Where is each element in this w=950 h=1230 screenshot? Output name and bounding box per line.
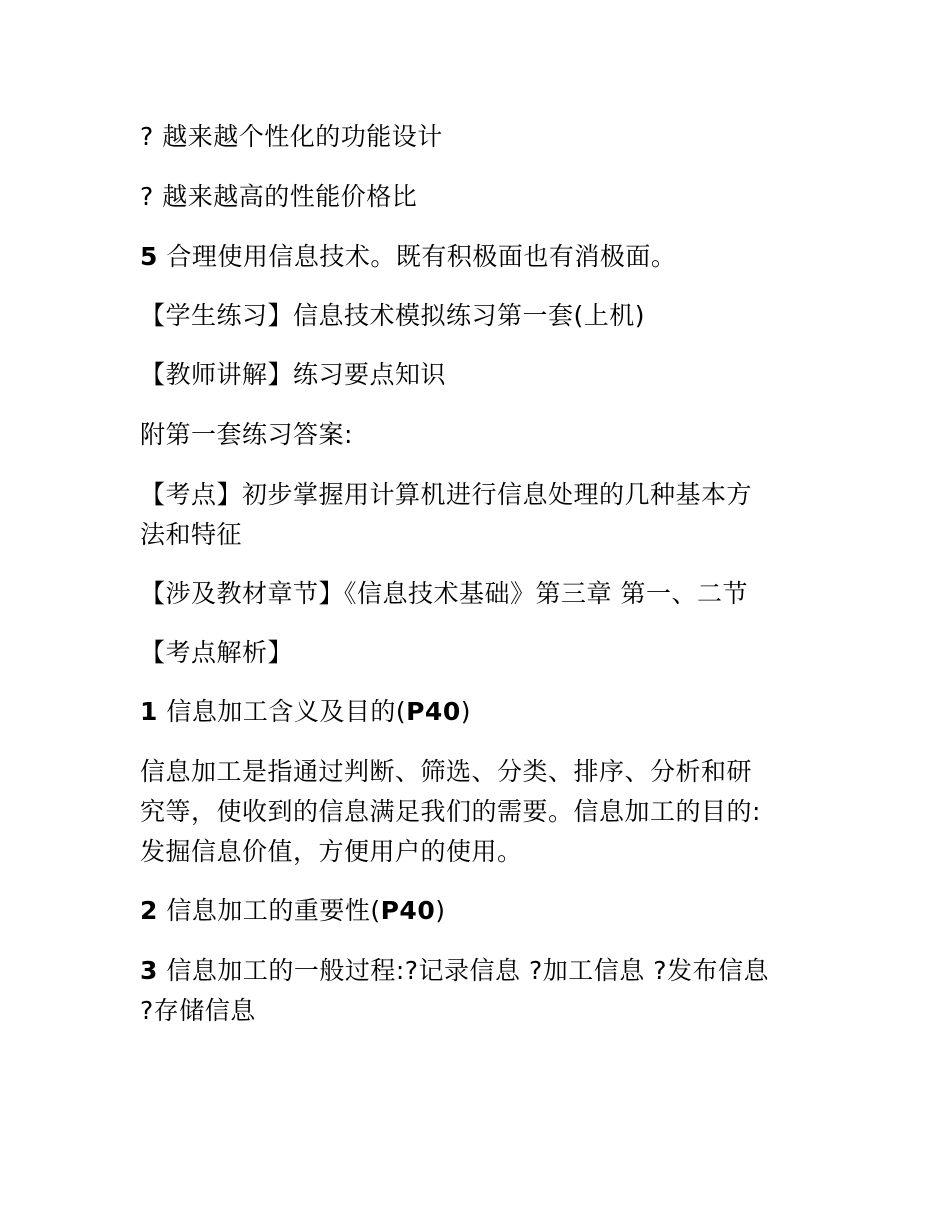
text-line: 信息加工是指通过判断、筛选、分类、排序、分析和研	[140, 757, 753, 786]
page-ref: P40	[406, 697, 461, 726]
item-number: 5	[140, 242, 158, 271]
numbered-line: 5 合理使用信息技术。既有积极面也有消极面。	[140, 242, 677, 271]
text-line: ?存储信息	[140, 996, 256, 1025]
text-line: ? 越来越高的性能价格比	[140, 182, 418, 211]
item-number: 3	[140, 956, 158, 985]
text-line: ? 越来越个性化的功能设计	[140, 122, 443, 151]
numbered-line: 3 信息加工的一般过程:?记录信息 ?加工信息 ?发布信息	[140, 956, 769, 985]
numbered-line: 2 信息加工的重要性(P40)	[140, 896, 446, 925]
text-line: 【考点】初步掌握用计算机进行信息处理的几种基本方	[140, 480, 753, 509]
text-line: 发掘信息价值，方便用户的使用。	[140, 837, 523, 866]
text-line: 附第一套练习答案:	[140, 420, 353, 449]
section-heading: 【考点解析】	[140, 638, 294, 667]
text-line: 【涉及教材章节】《信息技术基础》第三章 第一、二节	[140, 579, 748, 608]
text-line: 【教师讲解】练习要点知识	[140, 360, 447, 389]
item-number: 1	[140, 697, 158, 726]
text-line: 究等，使收到的信息满足我们的需要。信息加工的目的:	[140, 797, 761, 826]
text-line: 【学生练习】信息技术模拟练习第一套(上机)	[140, 301, 646, 330]
text-line: 法和特征	[140, 520, 243, 549]
page-ref: P40	[380, 896, 436, 925]
numbered-line: 1 信息加工含义及目的(P40)	[140, 697, 471, 726]
item-number: 2	[140, 896, 158, 925]
